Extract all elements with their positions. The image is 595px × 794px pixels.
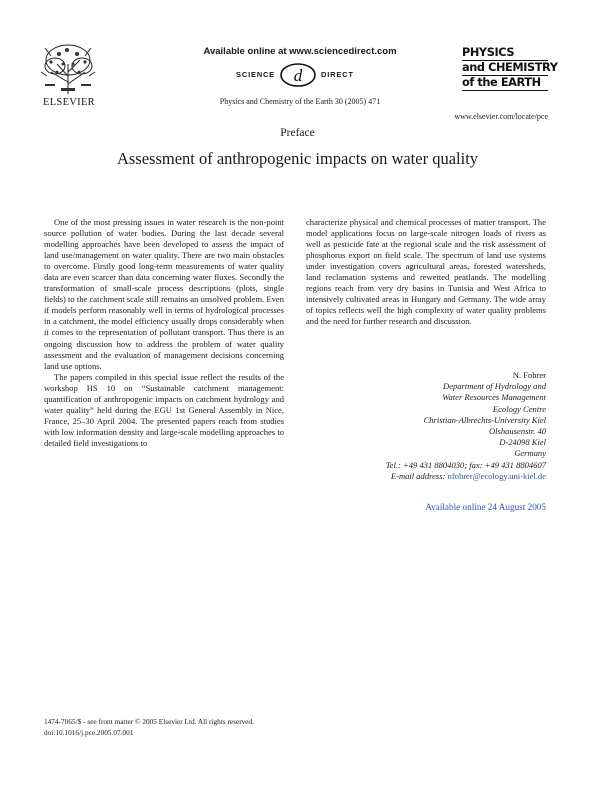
affiliation-line: Department of Hydrology and xyxy=(443,381,546,392)
tel-fax: Tel.: +49 431 8804030; fax: +49 431 8804607 xyxy=(385,459,546,470)
journal-logo-line: of the EARTH xyxy=(462,76,548,91)
sciencedirect-logo xyxy=(205,62,395,88)
affiliation-line: Christian-Albrechts-University Kiel xyxy=(423,414,546,425)
journal-logo-line: PHYSICS xyxy=(462,46,548,61)
body-right-column xyxy=(306,217,546,327)
sciencedirect-science-word: SCIENCE xyxy=(236,70,275,79)
author-name: N. Fohrer xyxy=(512,370,546,380)
affiliation-line: Germany xyxy=(514,448,546,459)
section-label: Preface xyxy=(280,127,315,139)
email-link[interactable]: nfohrer@ecology.uni-kiel.de xyxy=(447,470,546,481)
journal-logo-line: and CHEMISTRY xyxy=(462,61,558,74)
svg-text:d: d xyxy=(293,66,303,85)
body-paragraph: characterize physical and chemical processes of matter transport. The model applications focus on large-scale nitrogen loads of rivers as well as pesticide fate at the regional scale and the risk assessment of phosphorus export on field scale. The spectrum of land use systems under investigation covers agricultural areas, forested watersheds, land reclamation systems and rewetted peatlands. The modelling regions reach from very dry basins in Tunisia and West Africa to intensively cultivated areas in Hungary and Germany. The wide array of topics reflects well the high complexity of water quality problems and the need for further research and discussion. xyxy=(306,217,546,327)
body-paragraph: The papers compiled in this special issue reflect the results of the workshop HS 10 on “Sustainable catchment management: quantification of anthropogenic impacts on catchment hydrology and water quality” held during the EGU 1st General Assembly in Nice, France, 25–30 April 2004. The presented papers reach from studies with low information density and large-scale modelling approaches to detailed field investigations to xyxy=(44,371,284,448)
available-online-date: Available online 24 August 2005 xyxy=(425,502,546,512)
doi[interactable]: doi:10.1016/j.pce.2005.07.001 xyxy=(44,728,134,737)
body-left-column xyxy=(44,217,284,449)
article-title: Assessment of anthropogenic impacts on water quality xyxy=(116,149,479,168)
affiliation-line: Olshausenstr. 40 xyxy=(489,426,546,437)
body-paragraph: One of the most pressing issues in water research is the non-point source pollution of water bodies. During the last decade several modelling approaches have been developed to assess the impact of land use/management on water quality. There are two main obstacles to overcome. Firstly good long-term measurements of water quality data are even scarcer than data concerning water fluxes. Secondly the transformation of small-scale process descriptions (plots, single fields) to the catchment scale still remains an unsolved problem. Even if models perform reasonably well in terms of hydrological processes in a catchment, the model efficiency usually drops considerably when it comes to the representation of pollutant transport. Thus there is an ongoing discussion how to address the problem of water quality assessment and the evaluation of management decisions concerning land use options. xyxy=(44,217,284,371)
sciencedirect-d-icon xyxy=(278,62,318,88)
affiliation-line: Ecology Centre xyxy=(492,403,546,414)
author-signature xyxy=(306,370,546,482)
email-label: E-mail address: xyxy=(390,470,446,481)
sciencedirect-direct-word: DIRECT xyxy=(321,70,354,79)
journal-url-link[interactable]: www.elsevier.com/locate/pce xyxy=(454,112,548,121)
footer xyxy=(44,716,344,738)
email-line xyxy=(306,471,546,482)
journal-logo xyxy=(462,46,558,108)
issn-copyright: 1474-7065/$ - see front matter © 2005 Elsevier Ltd. All rights reserved. xyxy=(44,717,255,726)
affiliation-line: Water Resources Management xyxy=(442,392,546,403)
affiliation-line: D-24098 Kiel xyxy=(499,437,546,448)
journal-reference: Physics and Chemistry of the Earth 30 (2005) 471 xyxy=(219,97,381,106)
elsevier-wordmark: ELSEVIER xyxy=(43,97,95,108)
sciencedirect-url[interactable]: Available online at www.sciencedirect.com xyxy=(203,46,397,57)
